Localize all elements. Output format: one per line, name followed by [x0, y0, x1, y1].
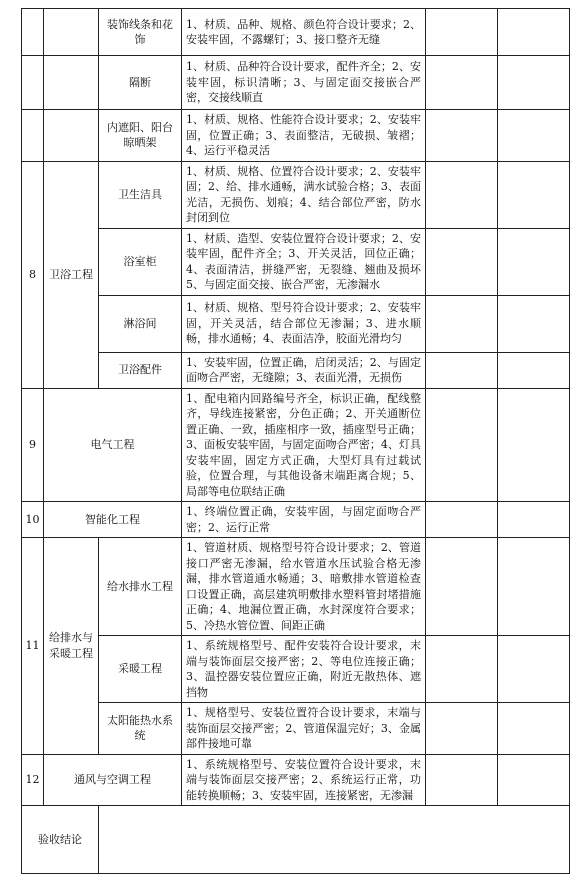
check-cell — [426, 9, 498, 56]
requirement-cell: 1、材质、品种符合设计要求，配件齐全；2、安装牢固，标识清晰；3、与固定面交接嵌合严密，交接线顺直 — [182, 56, 426, 110]
category-cell — [44, 56, 99, 110]
category-cell: 智能化工程 — [44, 502, 182, 538]
requirement-cell: 1、材质、品种、规格、颜色符合设计要求；2、安装牢固，不露螺钉；3、接口整齐无缝 — [182, 9, 426, 56]
requirement-cell: 1、终端位置正确，安装牢固，与固定面吻合严密；2、运行正常 — [182, 502, 426, 538]
subitem-cell: 隔断 — [99, 56, 182, 110]
category-cell — [44, 9, 99, 56]
subitem-cell: 装饰线条和花饰 — [99, 9, 182, 56]
requirement-cell: 1、管道材质、规格型号符合设计要求；2、管道接口严密无渗漏，给水管道水压试验合格无渗漏，排水管道通水畅通；3、暗敷排水管道检查口设置正确，高层建筑明敷排水塑料管封堵措施正确；4、地漏位置正确，水封深度符合要求；5、冷热水管位置、间距正确 — [182, 538, 426, 636]
category-cell: 给排水与采暖工程 — [44, 538, 99, 755]
conclusion-label: 验收结论 — [22, 806, 99, 874]
check-cell — [426, 352, 498, 388]
category-cell: 电气工程 — [44, 388, 182, 502]
subitem-cell: 淋浴间 — [99, 295, 182, 352]
result-cell — [498, 502, 570, 538]
requirement-cell: 1、材质、规格、位置符合设计要求；2、安装牢固；2、给、排水通畅，满水试验合格；3、表面光洁，无损伤、划痕；4、结合部位严密，防水封闭到位 — [182, 161, 426, 228]
subitem-cell: 给水排水工程 — [99, 538, 182, 636]
subitem-cell: 卫浴配件 — [99, 352, 182, 388]
result-cell — [498, 110, 570, 162]
subitem-cell: 卫生洁具 — [99, 161, 182, 228]
check-cell — [426, 295, 498, 352]
check-cell — [426, 636, 498, 703]
number-cell — [22, 110, 44, 162]
conclusion-row — [22, 806, 570, 874]
table-row — [22, 295, 570, 352]
table-row — [22, 388, 570, 502]
conclusion-value — [99, 806, 570, 874]
number-cell: 11 — [22, 538, 44, 755]
requirement-cell: 1、配电箱内回路编号齐全，标识正确，配线整齐，导线连接紧密，分色正确；2、开关通断位置正确、一致，插座相序一致，插座型号正确；3、面板安装牢固，与固定面吻合严密；4、灯具安装牢固，固定方式正确，大型灯具有过载试验，位置合理，与其他设备末端距离合规；5、局部等电位联结正确 — [182, 388, 426, 502]
subitem-cell: 内遮阳、阳台晾晒架 — [99, 110, 182, 162]
requirement-cell: 1、材质、规格、性能符合设计要求；2、安装牢固，位置正确；3、表面整洁，无破损、皱褶；4、运行平稳灵活 — [182, 110, 426, 162]
number-cell: 9 — [22, 388, 44, 502]
number-cell — [22, 9, 44, 56]
check-cell — [426, 502, 498, 538]
check-cell — [426, 56, 498, 110]
acceptance-table — [21, 8, 570, 874]
check-cell — [426, 538, 498, 636]
number-cell: 12 — [22, 754, 44, 806]
result-cell — [498, 56, 570, 110]
result-cell — [498, 703, 570, 755]
subitem-cell: 太阳能热水系统 — [99, 703, 182, 755]
result-cell — [498, 538, 570, 636]
check-cell — [426, 228, 498, 295]
category-cell: 卫浴工程 — [44, 161, 99, 388]
table-row — [22, 228, 570, 295]
check-cell — [426, 388, 498, 502]
requirement-cell: 1、安装牢固，位置正确，启闭灵活；2、与固定面吻合严密，无缝隙；3、表面光滑，无损伤 — [182, 352, 426, 388]
requirement-cell: 1、材质、规格、型号符合设计要求；2、安装牢固，开关灵活，结合部位无渗漏；3、进水顺畅，排水通畅；4、表面洁净，胶面光滑均匀 — [182, 295, 426, 352]
table-row — [22, 636, 570, 703]
table-row — [22, 352, 570, 388]
result-cell — [498, 352, 570, 388]
requirement-cell: 1、规格型号、安装位置符合设计要求，末端与装饰面层交接严密；2、管道保温完好；3、金属部件接地可靠 — [182, 703, 426, 755]
result-cell — [498, 9, 570, 56]
number-cell: 8 — [22, 161, 44, 388]
check-cell — [426, 161, 498, 228]
check-cell — [426, 110, 498, 162]
requirement-cell: 1、系统规格型号、配件安装符合设计要求，末端与装饰面层交接严密；2、等电位连接正确；3、温控器安装位置应正确，附近无散热体、遮挡物 — [182, 636, 426, 703]
table-row — [22, 703, 570, 755]
subitem-cell: 采暖工程 — [99, 636, 182, 703]
table-row — [22, 161, 570, 228]
table-row — [22, 110, 570, 162]
result-cell — [498, 228, 570, 295]
subitem-cell: 浴室柜 — [99, 228, 182, 295]
number-cell: 10 — [22, 502, 44, 538]
table-row — [22, 502, 570, 538]
number-cell — [22, 56, 44, 110]
result-cell — [498, 388, 570, 502]
category-cell — [44, 110, 99, 162]
result-cell — [498, 295, 570, 352]
check-cell — [426, 703, 498, 755]
requirement-cell: 1、系统规格型号、安装位置符合设计要求，末端与装饰面层交接严密；2、系统运行正常，功能转换顺畅；3、安装牢固，连接紧密，无渗漏 — [182, 754, 426, 806]
result-cell — [498, 636, 570, 703]
result-cell — [498, 161, 570, 228]
table-row — [22, 9, 570, 56]
category-cell: 通风与空调工程 — [44, 754, 182, 806]
requirement-cell: 1、材质、造型、安装位置符合设计要求；2、安装牢固，配件齐全；3、开关灵活，回位正确；4、表面清洁，拼缝严密，无裂缝、翘曲及损坏5、与固定面交接、嵌合严密，无渗漏水 — [182, 228, 426, 295]
table-row — [22, 56, 570, 110]
table-row — [22, 538, 570, 636]
